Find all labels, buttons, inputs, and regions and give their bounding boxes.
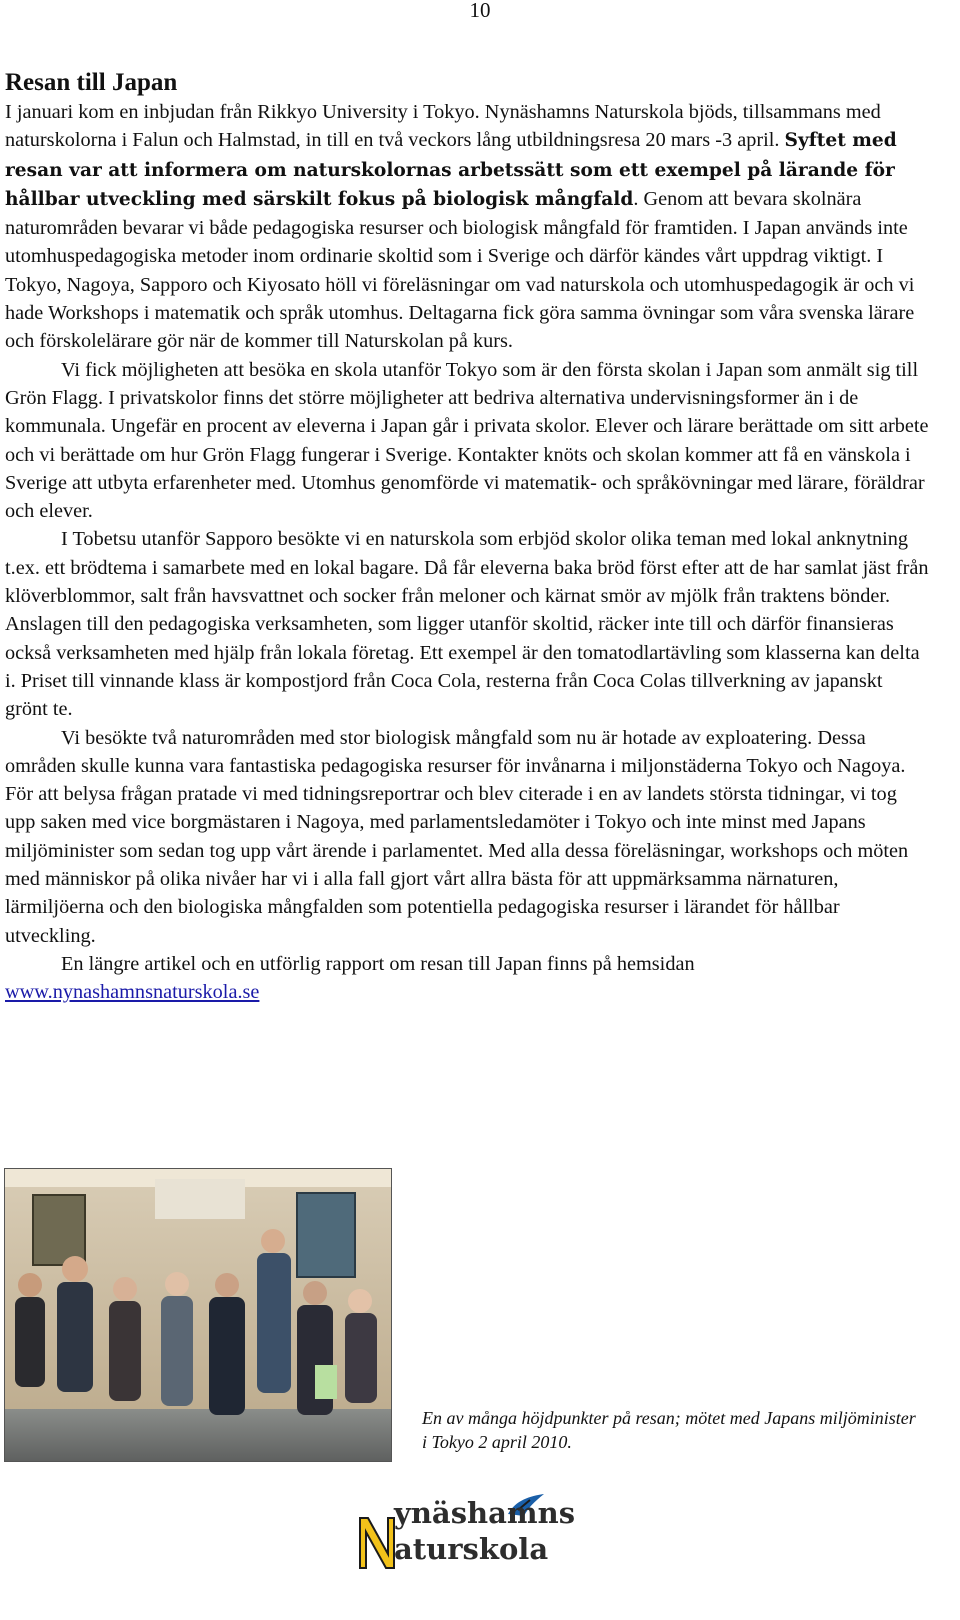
paragraph-5: En längre artikel och en utförlig rapport om resan till Japan finns på hemsidan	[61, 952, 695, 975]
paragraph-1	[5, 98, 930, 356]
paragraph-3: I Tobetsu utanför Sapporo besökte vi en naturskola som erbjöd skolor olika teman med lokal anknytning t.ex. ett brödtema i samarbete med en lokal bagare. Då får eleverna baka bröd först efter att de har samlat jäst från klöverblommor, salt från havsvattnet och socker från meloner och kärnat smör av mjölk från traktens bönder. Anslagen till den pedagogiska verksamheten, som ligger utanför skoltid, räcker inte till och därför finansieras också verksamheten med hjälp från lokala företag. Ett exempel är den tomatodlartävling som klasserna kan delta i. Priset till vinnande klass är kompostjord från Coca Cola, resterna från Coca Colas tillverkning av japanskt grönt te.	[5, 528, 929, 721]
page-number: 10	[469, 0, 491, 22]
paragraph-4: Vi besökte två naturområden med stor biologisk mångfald som nu är hotade av exploatering. Dessa områden skulle kunna vara fantastiska pedagogiska resurser för invånarna i miljonstäderna Tokyo och Nagoya. För att belysa frågan pratade vi med tidningsreportrar och blev citerade i en av landets största tidningar, vi tog upp saken med vice borgmästaren i Nagoya, med parlamentsledamöter i Tokyo och inte minst med Japans miljöminister som sedan tog upp vårt ärende i parlamentet. Med alla dessa föreläsningar, workshops och möten med människor på olika nivåer har vi i alla fall gjort vårt allra bästa för att uppmärksamma närnaturen, lärmiljöerna och den biologiska mångfalden som potentiella pedagogiska resurser i lärandet för hållbar utveckling.	[5, 726, 909, 947]
group-photo	[4, 1168, 392, 1462]
article-title: Resan till Japan	[5, 69, 178, 96]
logo-line-1: ynäshamns	[394, 1496, 576, 1530]
group-photo-illustration	[5, 1169, 391, 1461]
paragraph-1-start: I januari kom en inbjudan från Rikkyo University i Tokyo. Nynäshamns Naturskola bjöds, tillsammans med naturskolorna i Falun och Halmstad, in till en två veckors lång utbildningsresa 20 mars -3 april.	[5, 101, 881, 152]
website-link[interactable]: www.nynashamnsnaturskola.se	[5, 981, 260, 1004]
paragraph-1-bold: Syftet med resan var att informera om naturskolornas arbetssätt som ett exempel på lärande för hållbar utveckling med särskilt fokus på biologisk mångfald	[5, 130, 897, 210]
photo-caption: En av många höjdpunkter på resan; mötet med Japans miljöminister i Tokyo 2 april 2010.	[422, 1408, 916, 1452]
naturskola-logo	[358, 1494, 588, 1574]
paragraph-2: Vi fick möjligheten att besöka en skola utanför Tokyo som är den första skolan i Japan som anmält sig till Grön Flagg. I privatskolor finns det större möjligheter att bedriva alternativa undervisningsformer än i de kommunala. Ungefär en procent av eleverna i Japan går i privata skolor. Elever och lärare berättade om sitt arbete och vi berättade om hur Grön Flagg fungerar i Sverige. Kontakter knöts och skolan kommer att få en vänskola i Sverige att utbyta erfarenheter med. Utomhus genomförde vi matematik- och språkövningar med lärare, föräldrar och elever.	[5, 358, 929, 523]
logo-line-2: aturskola	[394, 1532, 549, 1566]
article	[5, 68, 930, 1007]
paragraph-1-end: . Genom att bevara skolnära naturområden bevarar vi både pedagogiska resurser och biologisk mångfald för framtiden. I Japan används inte utomhuspedagogiska metoder inom ordinarie skoltid som i Sverige och därför kändes vårt uppdrag viktigt. I Tokyo, Nagoya, Sapporo och Kiyosato höll vi föreläsningar om vad naturskola och utomhuspedagogik är och vi hade Workshops i matematik och språk utomhus. Deltagarna fick göra samma övningar som våra svenska lärare och förskolelärare gör när de kommer till Naturskolan på kurs.	[5, 187, 915, 353]
